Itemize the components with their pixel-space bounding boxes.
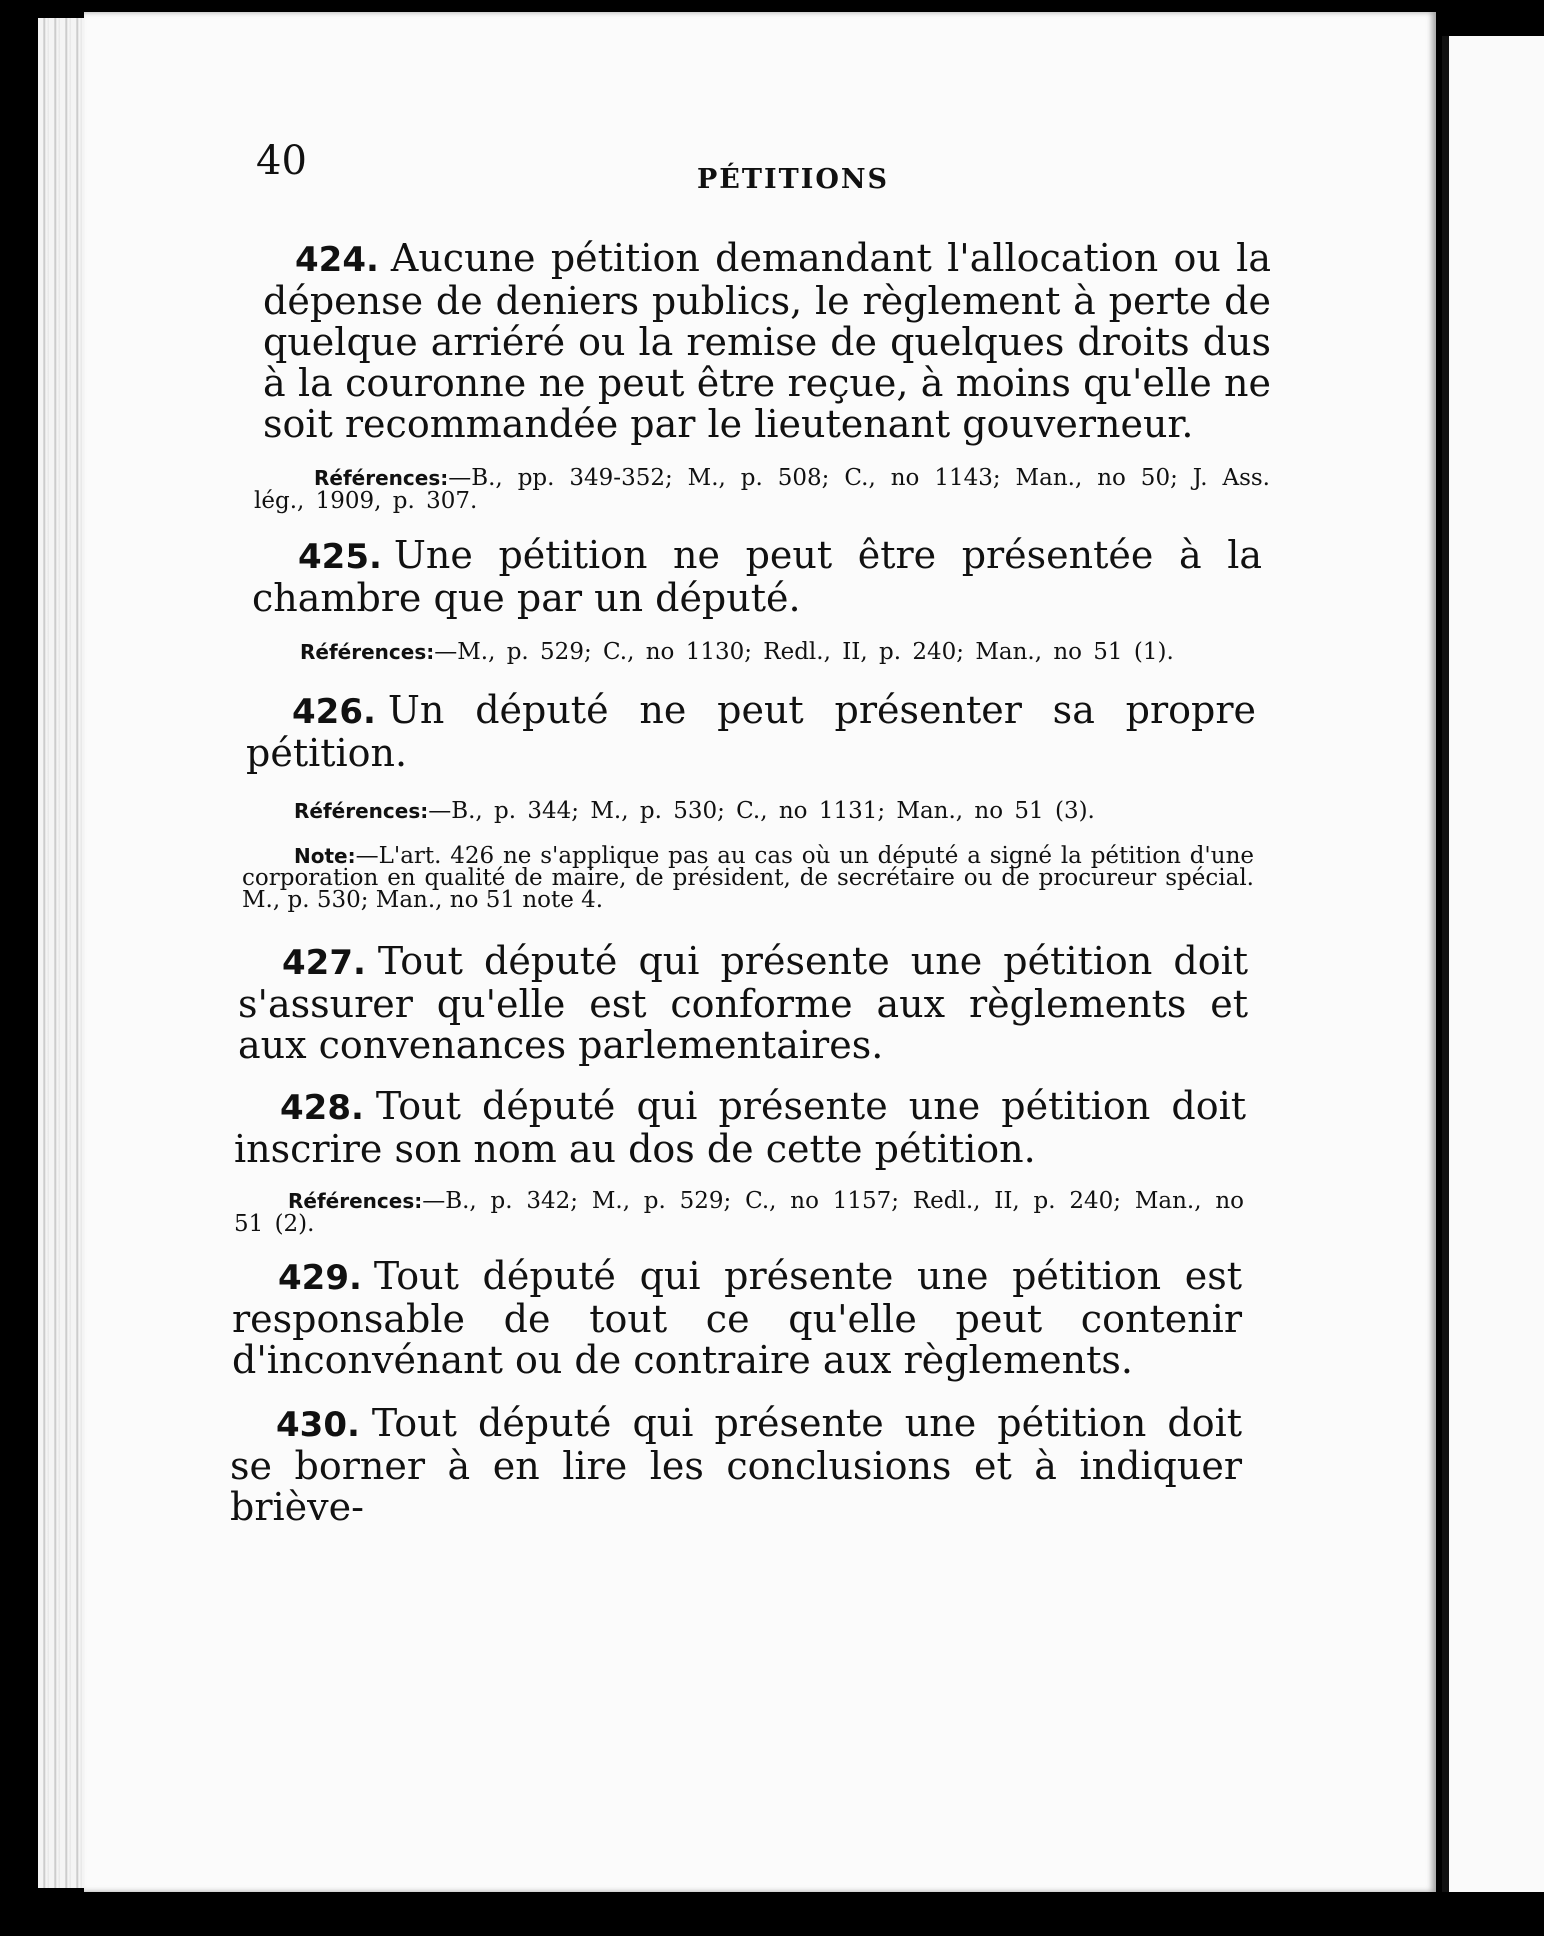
references-label: Références: [300, 640, 435, 664]
article-424 [263, 238, 1271, 445]
references-text: —M., p. 529; C., no 1130; Redl., II, p. 240; Man., no 51 (1). [434, 639, 1174, 665]
page-text [150, 138, 1290, 1528]
article-number: 428. [280, 1088, 364, 1128]
references-text: —B., p. 342; M., p. 529; C., no 1157; Redl., II, p. 240; Man., no 51 (2). [234, 1188, 1244, 1237]
article-text: Tout député qui présente une pétition doit s'assurer qu'elle est conforme aux règlements et aux convenances parlementaires. [238, 939, 1248, 1067]
article-number: 426. [292, 692, 376, 732]
facing-page-edge [1442, 36, 1544, 1892]
article-430 [230, 1403, 1242, 1528]
article-text: Un député ne peut présenter sa propre pétition. [246, 688, 1256, 775]
article-text: Aucune pétition demandant l'allocation ou la dépense de deniers publics, le règlement à perte de quelque arriéré ou la remise de quelques droits dus à la couronne ne peut être reçue, à moins qu'elle ne soit recommandée par le lieutenant gouverneur. [263, 236, 1271, 446]
article-429 [232, 1256, 1242, 1381]
article-number: 427. [282, 943, 366, 983]
article-text: Tout député qui présente une pétition doit se borner à en lire les conclusions et à indiquer briève- [230, 1401, 1242, 1529]
references-label: Références: [314, 466, 449, 490]
running-head [150, 138, 1290, 198]
page-title: PÉTITIONS [697, 164, 890, 195]
article-text: Tout député qui présente une pétition est responsable de tout ce qu'elle peut contenir d'inconvénant ou de contraire aux règlements. [232, 1254, 1242, 1382]
article-number: 424. [295, 240, 379, 280]
references-425 [248, 641, 1262, 664]
references-text: —B., pp. 349-352; M., p. 508; C., no 1143; Man., no 50; J. Ass. lég., 1909, p. 307. [254, 465, 1270, 514]
article-428 [234, 1086, 1246, 1170]
references-label: Références: [288, 1189, 423, 1213]
page-edges [38, 18, 88, 1888]
references-426 [244, 800, 1254, 823]
references-label: Références: [294, 799, 429, 823]
references-424 [254, 467, 1270, 513]
article-number: 425. [298, 537, 382, 577]
article-427 [238, 941, 1248, 1066]
article-number: 429. [278, 1258, 362, 1298]
note-label: Note: [294, 844, 356, 868]
references-428 [234, 1190, 1244, 1236]
article-426 [246, 690, 1256, 774]
references-text: —B., p. 344; M., p. 530; C., no 1131; Man., no 51 (3). [428, 798, 1095, 824]
article-text: Tout député qui présente une pétition doit inscrire son nom au dos de cette pétition. [234, 1084, 1246, 1171]
article-text: Une pétition ne peut être présentée à la chambre que par un député. [252, 533, 1262, 620]
article-425 [252, 535, 1262, 619]
article-number: 430. [276, 1405, 360, 1445]
note-426 [242, 845, 1254, 911]
page-number: 40 [256, 138, 307, 184]
note-text: —L'art. 426 ne s'applique pas au cas où un député a signé la pétition d'une corporation en qualité de maire, de président, de secrétaire ou de procureur spécial. M., p. 530; Man., no 51 note 4. [242, 843, 1254, 913]
